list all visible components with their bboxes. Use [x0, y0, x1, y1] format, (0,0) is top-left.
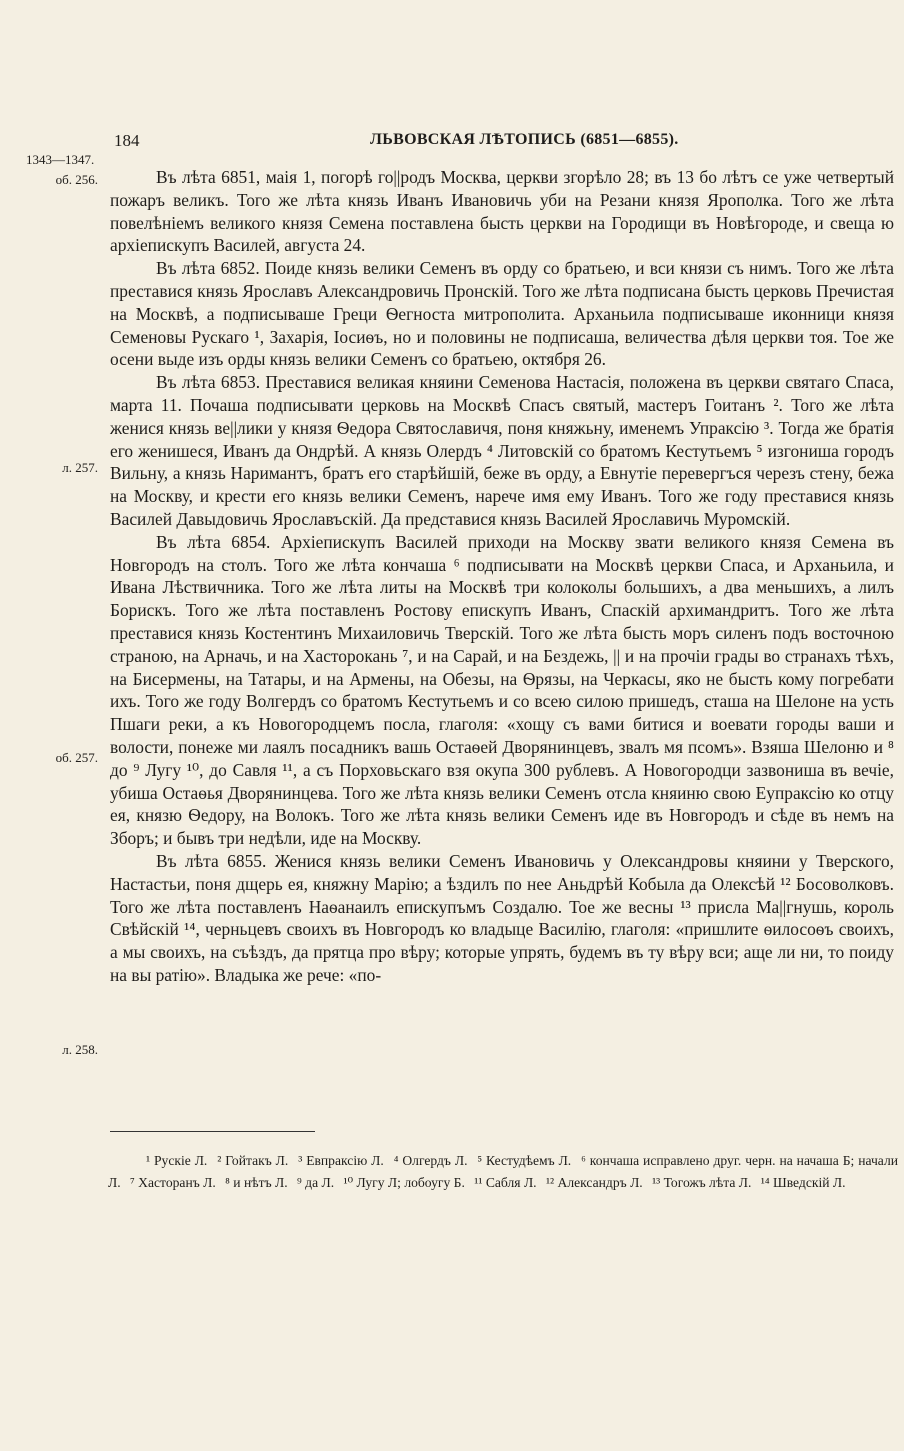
footnote-divider [110, 1131, 315, 1132]
margin-folio-note: л. 258. [62, 1042, 98, 1057]
page-number: 184 [114, 131, 140, 150]
footnote: ⁷ Хасторанъ Л. [130, 1175, 216, 1190]
running-title: ЛЬВОВСКАЯ ЛѢТОПИСЬ (6851—6855). [370, 131, 679, 148]
footnote: ² Гойтакъ Л. [217, 1153, 289, 1168]
paragraph-6853: Въ лѣта 6853. Преставися великая княини Семенова Настасія, положена въ церкви святаго Спаса, марта 11. Почаша подписывати церковь на Москвѣ Спасъ святый, мастеръ Гоитанъ ². Того же лѣта женися князь ве||лики у князя Ѳедора Святославичя, поня княжьну, именемъ Упраксію ³. Тогда же братія его женишеся, Иванъ да Ондрѣй. А князь Олердъ ⁴ Литовскій со братомъ Кестутьемъ ⁵ изгониша городъ Вильну, а князь Наримантъ, братъ его старѣйшій, беже въ орду, а Евнутіе перевергъся черезъ стену, бежа на Москву, и крести его князь велики Семенъ, нарече имя ему Иванъ. Того же году преставися князь Василей Давыдовичь Ярославъскій. Да представися князь Василей Ярославичь Муромскій. [110, 372, 894, 529]
year-range-margin: 1343—1347. [26, 152, 95, 167]
margin-folio-note: л. 257. [62, 460, 98, 475]
footnote: ¹⁰ Лугу Л; лобоугу Б. [343, 1175, 465, 1190]
footnote: ⁴ Олгердъ Л. [393, 1153, 468, 1168]
paragraph-6855: Въ лѣта 6855. Женися князь велики Семенъ Ивановичь у Олександровы княини у Тверского, Настастьи, поня дщерь ея, княжну Марію; а ѣздилъ по нее Аньдрѣй Кобыла да Олексѣй ¹² Босоволковъ. Того же лѣта поставленъ Наѳанаилъ епискупъмъ Создалю. Тое же весны ¹³ присла Ма||гнушь, король Свѣйскій ¹⁴, черньцевъ своихъ въ Новгородъ ко владыце Василію, глаголя: «пришлите ѳилосоѳъ своихъ, а мы своихъ, на съѣздъ, да прятца про вѣру; которые упрять, будемъ въ ту вѣру вси; аще ли ни, то поиду на вы ратію». Владыка же рече: «по- [110, 850, 894, 985]
margin-folio-note: об. 256. [55, 172, 98, 187]
footnote: ⁹ да Л. [297, 1175, 335, 1190]
paragraph-6852: Въ лѣта 6852. Поиде князь велики Семенъ въ орду со братьею, и вси князи съ нимъ. Того же лѣта преставися князь Ярославъ Александровичь Пронскій. Того же лѣта подписана бысть церковь Пречистая на Москвѣ, а подписываше Греци Ѳегноста митрополита. Арханьила подписываше иконници князя Семеновы Рускаго ¹, Захарія, Іосиѳъ, но и половины не подписаша, величества дѣля церкви тоя. Тое же осени выде изъ орды князь велики Семенъ со братьею, октября 26. [110, 258, 894, 370]
paragraph-6851: Въ лѣта 6851, маія 1, погорѣ го||родъ Москва, церкви згорѣло 28; въ 13 бо лѣтъ се уже четвертый пожаръ великъ. Того же лѣта князь Иванъ Ивановичь уби на Резани князя Ярополка. Того же лѣта повелѣніемъ великого князя Семена поставлена бысть церкви на Городищи въ Новѣгороде, и свеща ю архіепискупъ Василей, августа 24. [110, 167, 894, 256]
footnote: ¹² Александръ Л. [545, 1175, 643, 1190]
footnote: ⁸ и нѣтъ Л. [225, 1175, 288, 1190]
footnote: ¹¹ Сабля Л. [474, 1175, 537, 1190]
margin-folio-note: об. 257. [55, 750, 98, 765]
footnote: ³ Евпраксію Л. [298, 1153, 384, 1168]
footnote: ¹³ Тогожъ лѣта Л. [652, 1175, 752, 1190]
footnote: ⁵ Кестудѣемъ Л. [477, 1153, 572, 1168]
paragraph-6854: Въ лѣта 6854. Архіепискупъ Василей приходи на Москву звати великого князя Семена въ Новгородъ на столъ. Того же лѣта кончаша ⁶ подписывати на Москвѣ церкви Спаса, и Арханьила, и Ивана Лѣствичника. Того же лѣта литы на Москвѣ три колоколы большихъ, а два меньшихъ, а лилъ Борискъ. Того же лѣта поставленъ Ростову епискупъ Иванъ, Спаскій архимандритъ. Того же лѣта преставися князь Костентинъ Михаиловичь Тверскій. Того же лѣта бысть моръ силенъ подъ восточною страною, на Арначь, и на Хасторокань ⁷, и на Сарай, и на Бездежь, || и на прочіи грады во странахъ тѣхъ, на Бисермены, на Татары, и на Армены, на Обезы, на Ѳрязы, на Черкасы, яко не бысть кому погребати ихъ. Того же году Волгердъ со братомъ Кестутьемъ и со всею силою пришедъ, сташа на Шелоне на усть Пшаги реки, а къ Новогородцемъ посла, глаголя: «хощу съ вами битися и воевати городы ваши и волости, понеже ми лаялъ посадникъ вашь Остаѳей Дворянинцевъ, звалъ мя псомъ». Взяша Шелоню и ⁸ до ⁹ Лугу ¹⁰, до Савля ¹¹, а съ Порховьскаго взя окупа 300 рублевъ. А Новогородци зазвониша въ вечіе, убиша Остаѳья Дворянинцева. Того же лѣта князь велики Семенъ отсла княиню свою Еупраксію ко отцу ея, князю Ѳедору, на Волокъ. Того же лѣта князь велики Семенъ иде въ Новгородъ и сѣде въ немъ на Зборъ; и бывъ три недѣли, иде на Москву. [110, 531, 894, 849]
chronicle-text [110, 166, 894, 987]
footnotes [108, 1150, 898, 1194]
footnote: ¹ Рускіе Л. [146, 1153, 208, 1168]
footnote: ⁶ кончаша исправлено друг. черн. на начаша Б; начали Л. [108, 1153, 899, 1190]
footnote: ¹⁴ Шведскій Л. [760, 1175, 846, 1190]
